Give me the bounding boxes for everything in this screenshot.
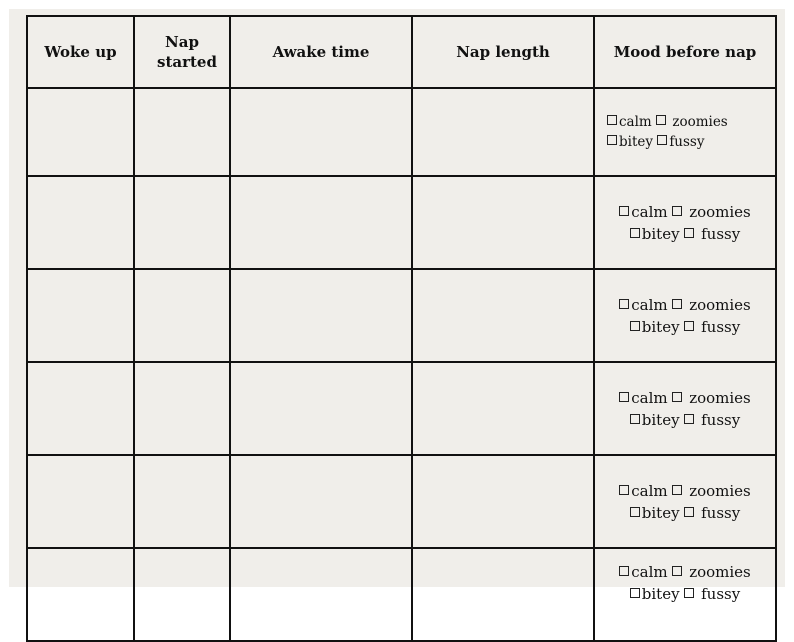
checkbox-icon[interactable] (684, 228, 694, 238)
table-row (27, 176, 776, 269)
mood-option-calm[interactable]: calm (607, 114, 652, 130)
mood-option-fussy[interactable]: fussy (684, 318, 740, 336)
header-woke-up: Woke up (27, 16, 134, 88)
checkbox-icon[interactable] (619, 299, 629, 309)
cell-awake-time[interactable] (230, 548, 412, 641)
table-row (27, 455, 776, 548)
table-row (27, 88, 776, 176)
checkbox-icon[interactable] (619, 392, 629, 402)
cell-woke-up[interactable] (27, 88, 134, 176)
cell-nap-length[interactable] (412, 455, 594, 548)
cell-mood (594, 548, 776, 641)
checkbox-icon[interactable] (630, 321, 640, 331)
cell-nap-started[interactable] (134, 548, 230, 641)
cell-woke-up[interactable] (27, 269, 134, 362)
mood-option-zoomies[interactable]: zoomies (672, 296, 750, 314)
cell-awake-time[interactable] (230, 176, 412, 269)
checkbox-icon[interactable] (672, 566, 682, 576)
mood-option-calm[interactable]: calm (619, 389, 667, 407)
checkbox-icon[interactable] (684, 321, 694, 331)
cell-nap-length[interactable] (412, 269, 594, 362)
checkbox-icon[interactable] (672, 299, 682, 309)
checkbox-icon[interactable] (657, 135, 667, 145)
checkbox-icon[interactable] (619, 485, 629, 495)
checkbox-icon[interactable] (684, 588, 694, 598)
cell-nap-started[interactable] (134, 269, 230, 362)
cell-mood (594, 176, 776, 269)
cell-awake-time[interactable] (230, 455, 412, 548)
cell-nap-length[interactable] (412, 176, 594, 269)
checkbox-icon[interactable] (630, 588, 640, 598)
cell-woke-up[interactable] (27, 455, 134, 548)
mood-option-bitey[interactable]: bitey (630, 585, 680, 603)
mood-option-zoomies[interactable]: zoomies (672, 203, 750, 221)
header-awake-time: Awake time (230, 16, 412, 88)
mood-option-calm[interactable]: calm (619, 203, 667, 221)
checkbox-icon[interactable] (607, 135, 617, 145)
checkbox-icon[interactable] (607, 115, 617, 125)
cell-woke-up[interactable] (27, 176, 134, 269)
mood-option-zoomies[interactable]: zoomies (672, 563, 750, 581)
mood-option-calm[interactable]: calm (619, 563, 667, 581)
table-row (27, 362, 776, 455)
table-row (27, 548, 776, 641)
mood-option-fussy[interactable]: fussy (684, 411, 740, 429)
mood-option-calm[interactable]: calm (619, 482, 667, 500)
mood-option-fussy[interactable]: fussy (684, 504, 740, 522)
cell-awake-time[interactable] (230, 362, 412, 455)
mood-option-zoomies[interactable]: zoomies (672, 389, 750, 407)
cell-awake-time[interactable] (230, 269, 412, 362)
cell-mood (594, 269, 776, 362)
mood-option-bitey[interactable]: bitey (630, 504, 680, 522)
checkbox-icon[interactable] (672, 392, 682, 402)
checkbox-icon[interactable] (630, 228, 640, 238)
cell-nap-started[interactable] (134, 88, 230, 176)
header-nap-started: Nap started (134, 16, 230, 88)
cell-nap-started[interactable] (134, 176, 230, 269)
header-nap-length: Nap length (412, 16, 594, 88)
cell-mood (594, 362, 776, 455)
mood-option-fussy[interactable]: fussy (657, 134, 704, 150)
checkbox-icon[interactable] (684, 507, 694, 517)
cell-woke-up[interactable] (27, 362, 134, 455)
mood-option-zoomies[interactable]: zoomies (656, 114, 728, 130)
checkbox-icon[interactable] (656, 115, 666, 125)
tracker-sheet (9, 9, 785, 603)
checkbox-icon[interactable] (672, 206, 682, 216)
mood-option-bitey[interactable]: bitey (630, 411, 680, 429)
mood-option-calm[interactable]: calm (619, 296, 667, 314)
mood-option-bitey[interactable]: bitey (630, 318, 680, 336)
cell-nap-started[interactable] (134, 362, 230, 455)
header-mood-before-nap: Mood before nap (594, 16, 776, 88)
table-row (27, 269, 776, 362)
cell-nap-length[interactable] (412, 362, 594, 455)
checkbox-icon[interactable] (619, 566, 629, 576)
checkbox-icon[interactable] (630, 507, 640, 517)
mood-option-fussy[interactable]: fussy (684, 585, 740, 603)
mood-option-zoomies[interactable]: zoomies (672, 482, 750, 500)
cell-nap-started[interactable] (134, 455, 230, 548)
cell-nap-length[interactable] (412, 88, 594, 176)
cell-woke-up[interactable] (27, 548, 134, 641)
nap-tracker-table (26, 15, 777, 642)
mood-option-bitey[interactable]: bitey (630, 225, 680, 243)
checkbox-icon[interactable] (672, 485, 682, 495)
checkbox-icon[interactable] (619, 206, 629, 216)
cell-awake-time[interactable] (230, 88, 412, 176)
mood-option-bitey[interactable]: bitey (607, 134, 653, 150)
mood-option-fussy[interactable]: fussy (684, 225, 740, 243)
cell-nap-length[interactable] (412, 548, 594, 641)
cell-mood (594, 88, 776, 176)
cell-mood (594, 455, 776, 548)
checkbox-icon[interactable] (630, 414, 640, 424)
header-row (27, 16, 776, 88)
checkbox-icon[interactable] (684, 414, 694, 424)
